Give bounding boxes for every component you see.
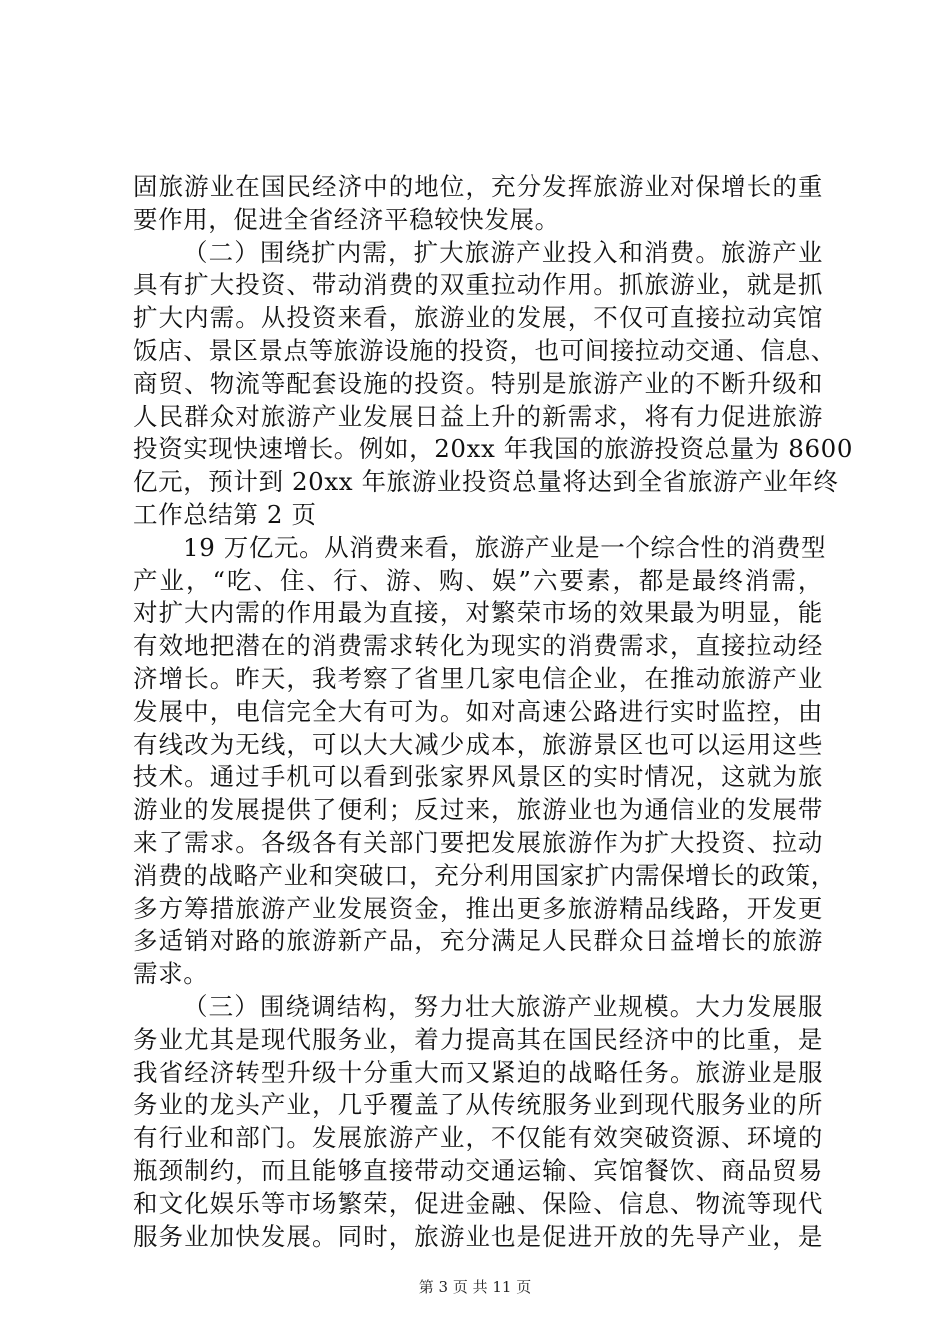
text-line: 有效地把潜在的消费需求转化为现实的消费需求，直接拉动经 [133,631,823,661]
body-text [133,171,854,1253]
text-line: 要作用，促进全省经济平稳较快发展。 [133,204,560,234]
page-footer: 第 3 页 共 11 页 [418,1278,532,1296]
text-line: 和文化娱乐等市场繁荣，促进金融、保险、信息、物流等现代 [133,1188,823,1218]
text-line: 瓶颈制约，而且能够直接带动交通运输、宾馆餐饮、商品贸易 [133,1155,823,1185]
text-line: 来了需求。各级各有关部门要把发展旅游作为扩大投资、拉动 [133,827,823,857]
text-line: 饭店、景区景点等旅游设施的投资，也可间接拉动交通、信息、 [133,335,836,365]
text-line: （二）围绕扩内需，扩大旅游产业投入和消费。旅游产业 [183,237,823,267]
text-line: 固旅游业在国民经济中的地位，充分发挥旅游业对保增长的重 [133,172,823,201]
text-line: 发展中，电信完全大有可为。如对高速公路进行实时监控，由 [133,696,823,726]
text-line: 扩大内需。从投资来看，旅游业的发展，不仅可直接拉动宾馆 [133,303,823,333]
text-line: 对扩大内需的作用最为直接，对繁荣市场的效果最为明显，能 [133,598,823,628]
text-line: 我省经济转型升级十分重大而又紧迫的战略任务。旅游业是服 [133,1057,823,1087]
text-line: 济增长。昨天，我考察了省里几家电信企业，在推动旅游产业 [133,663,823,693]
text-line: 商贸、物流等配套设施的投资。特别是旅游产业的不断升级和 [133,368,823,398]
text-line: 多方筹措旅游产业发展资金，推出更多旅游精品线路，开发更 [133,893,823,923]
text-line: 服务业加快发展。同时，旅游业也是促进开放的先导产业，是 [133,1221,823,1251]
text-line: 务业尤其是现代服务业，着力提高其在国民经济中的比重，是 [133,1024,823,1054]
text-line: 亿元，预计到 20xx 年旅游业投资总量将达到全省旅游产业年终 [133,467,839,497]
text-line: 人民群众对旅游产业发展日益上升的新需求，将有力促进旅游 [133,401,823,431]
text-line: 19 万亿元。从消费来看，旅游产业是一个综合性的消费型 [183,532,827,562]
text-line: 消费的战略产业和突破口，充分利用国家扩内需保增长的政策， [133,860,836,890]
text-line: 有线改为无线，可以大大减少成本，旅游景区也可以运用这些 [133,729,823,759]
text-line: （三）围绕调结构，努力壮大旅游产业规模。大力发展服 [183,991,823,1021]
text-line: 投资实现快速增长。例如，20xx 年我国的旅游投资总量为 8600 [133,434,854,464]
text-line: 多适销对路的旅游新产品，充分满足人民群众日益增长的旅游 [133,926,823,956]
text-line: 有行业和部门。发展旅游产业，不仅能有效突破资源、环境的 [133,1123,823,1153]
text-line: 游业的发展提供了便利；反过来，旅游业也为通信业的发展带 [133,795,823,825]
text-line: 产业，“吃、住、行、游、购、娱”六要素，都是最终消需， [133,565,823,595]
text-line: 具有扩大投资、带动消费的双重拉动作用。抓旅游业，就是抓 [133,270,823,300]
text-line: 技术。通过手机可以看到张家界风景区的实时情况，这就为旅 [133,762,823,792]
text-line: 需求。 [133,959,209,989]
text-line: 工作总结第 2 页 [133,499,317,529]
text-line: 务业的龙头产业，几乎覆盖了从传统服务业到现代服务业的所 [133,1090,823,1120]
